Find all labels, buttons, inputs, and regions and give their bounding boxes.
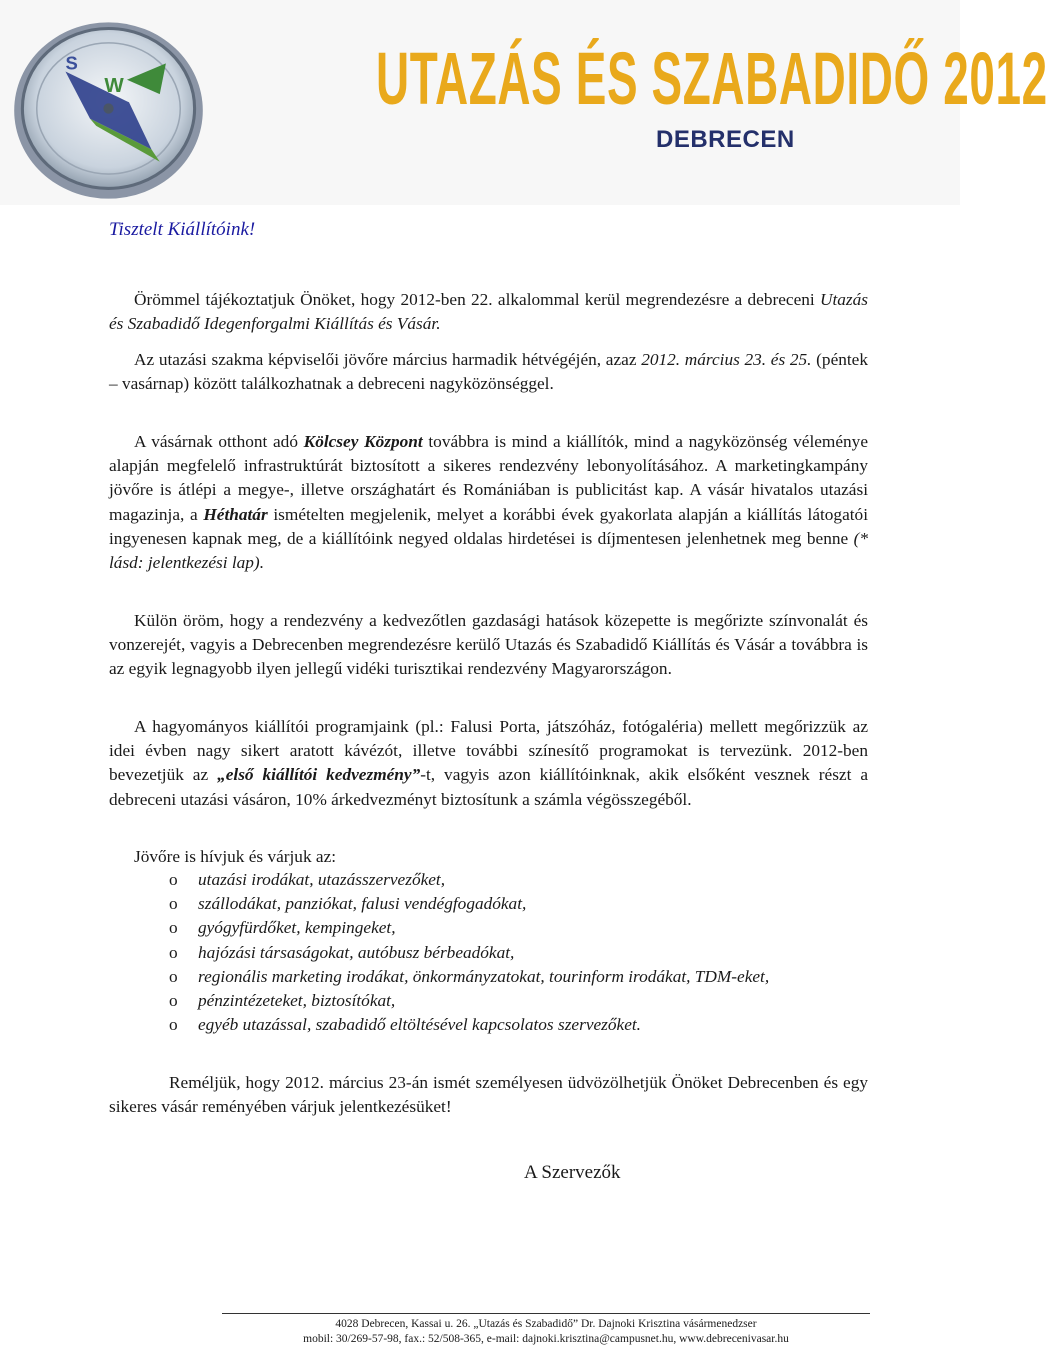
footer-contact: mobil: 30/269-57-98, fax.: 52/508-365, e-mail: dajnoki.krisztina@campusnet.hu, www.debrecenivasar.hu — [303, 1333, 789, 1345]
list-item-text: regionális marketing irodákat, önkormányzatokat, tourinform irodákat, TDM-eket, — [198, 966, 770, 986]
magazine-name: Héthatár — [203, 504, 268, 524]
event-name: Utazás és Szabadidő Idegenforgalmi Kiállítás és Vásár. — [109, 290, 868, 334]
list-item-text: szállodákat, panziókat, falusi vendégfogadókat, — [198, 894, 527, 914]
list-bullet: o — [169, 918, 178, 938]
list-item-text: hajózási társaságokat, autóbusz bérbeadókat, — [198, 942, 515, 962]
list-item-text: utazási irodákat, utazásszervezőket, — [198, 870, 446, 889]
event-logo — [376, 37, 1048, 155]
list-bullet: o — [169, 991, 178, 1011]
signature: A Szervezők — [524, 1162, 621, 1183]
paragraph-dates-text: Az utazási szakma képviselői jövőre március harmadik hétvégéjén, azaz — [134, 350, 642, 369]
compass-icon — [6, 8, 211, 213]
paragraph-programs-text: A hagyományos kiállítói programjaink (pl.: Falusi Porta, játszóház, fotógaléria) mellett megőrizzük az idei évben nagy sikert aratott kávézót, illetve további színesítő programokat is tervezünk. 2012-ben bevezetjük az — [109, 717, 868, 785]
application-note: (* lásd: jelentkezési lap). — [109, 528, 868, 573]
greeting: Tisztelt Kiállítóink! — [109, 219, 256, 240]
logo-city: DEBRECEN — [656, 126, 795, 153]
list-item — [109, 892, 869, 916]
footer-divider — [222, 1313, 870, 1314]
list-bullet: o — [169, 894, 178, 914]
list-item — [109, 941, 869, 965]
paragraph-dates-tail: (péntek – vasárnap) között találkozhatnak a debreceni nagyközönséggel. — [109, 350, 868, 394]
list-item — [109, 1013, 869, 1037]
list-item — [109, 916, 869, 940]
list-bullet: o — [169, 1015, 178, 1035]
list-item — [109, 989, 869, 1013]
closing-paragraph: Reméljük, hogy 2012. március 23-án ismét személyesen üdvözölhetjük Önöket Debrecenben és egy sikeres vásár reményében várjuk jelentkezésüket! — [109, 1073, 868, 1117]
svg-text:S: S — [65, 52, 78, 74]
paragraph-intro — [109, 288, 868, 336]
paragraph-programs — [109, 715, 868, 812]
list-item-text: gyógyfürdőket, kempingeket, — [198, 918, 396, 938]
paragraph-venue-text-2: továbbra is mind a kiállítók, mind a nagyközönség véleménye alapján megfelelő infrastruktúrát biztosított a sikeres rendezvény lebonyolításához. A marketingkampány jövőre is átlépi a megye-, illetve országhatárt és Romániában is publicitást kap. A vásár hivatalos utazási magazinja, a — [109, 432, 868, 524]
logo-title: UTAZÁS ÉS SZABADIDŐ 2012 — [376, 37, 1048, 120]
list-bullet: o — [169, 942, 178, 962]
footer-address: 4028 Debrecen, Kassai u. 26. „Utazás és Szabadidő” Dr. Dajnoki Krisztina vásármenedzser — [335, 1318, 757, 1330]
paragraph-intro-text: Örömmel tájékoztatjuk Önöket, hogy 2012-ben 22. alkalommal kerül megrendezésre a debreceni — [134, 290, 820, 309]
paragraph-venue-text-3: ismételten megjelenik, melyet a korábbi évek gyakorlata alapján a kiállítás látogatói ingyenesen kapnak meg, de a kiállítóink negyed oldalas hirdetései is díjmentesen jelenhetnek meg benne — [109, 504, 868, 548]
svg-text:W: W — [104, 74, 124, 98]
paragraph-success: Külön öröm, hogy a rendezvény a kedvezőtlen gazdasági hatások közepette is megőrizte színvonalát és vonzerejét, vagyis a Debrecenben megrendezésre kerülő Utazás és Szabadidő Kiállítás és Vásár a továbbra is az egyik legnagyobb ilyen jellegű vidéki turisztikai rendezvény Magyarországon. — [109, 611, 868, 679]
paragraph-venue-text: A vásárnak otthont adó — [134, 432, 304, 451]
list-bullet: o — [169, 966, 178, 986]
list-item-text: pénzintézeteket, biztosítókat, — [198, 991, 396, 1011]
list-item — [109, 868, 869, 892]
list-bullet: o — [169, 870, 178, 889]
venue-name: Kölcsey Központ — [303, 432, 423, 451]
paragraph-dates — [109, 348, 868, 396]
invite-list — [109, 868, 869, 1037]
paragraph-programs-tail: -t, vagyis azon kiállítóinknak, akik elsőként vesznek részt a debreceni utazási vásáron, 10% árkedvezményt biztosítunk a számla végösszegéből. — [109, 765, 868, 809]
paragraph-venue — [109, 430, 868, 575]
event-dates: 2012. március 23. és 25. — [641, 350, 812, 369]
discount-name: „első kiállítói kedvezmény” — [217, 765, 421, 785]
list-item — [109, 965, 869, 989]
list-item-text: egyéb utazással, szabadidő eltöltésével kapcsolatos szervezőket. — [198, 1015, 641, 1035]
invite-intro: Jövőre is hívjuk és várjuk az: — [134, 847, 337, 866]
